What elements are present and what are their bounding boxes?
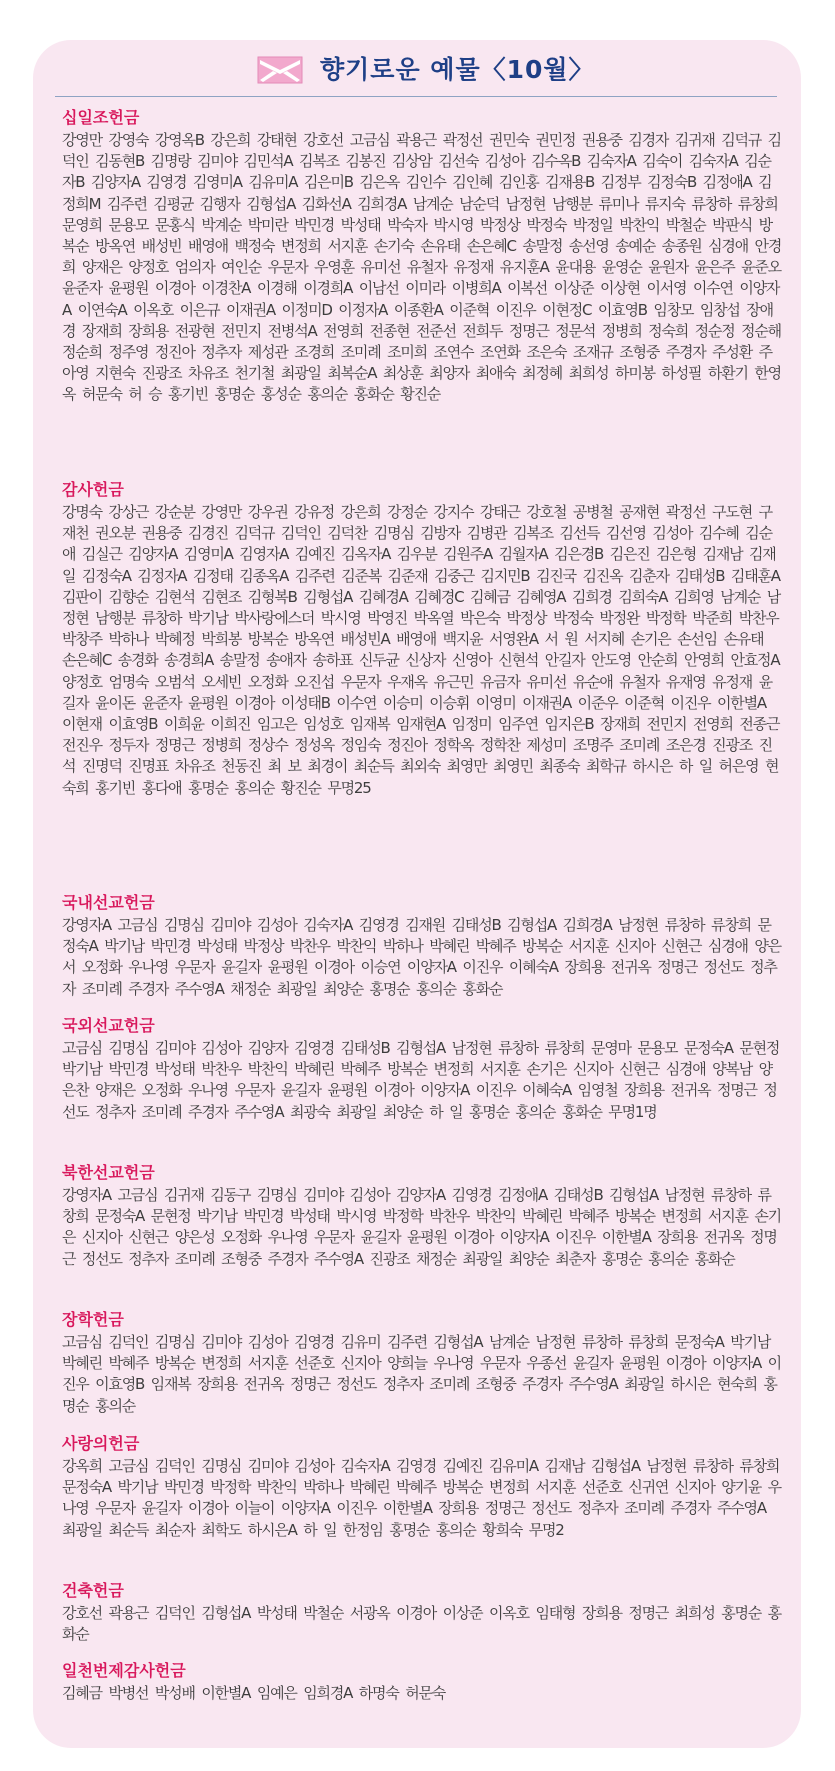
section-love-offering bbox=[62, 1434, 782, 1541]
page-header bbox=[55, 46, 777, 97]
section-thousand-offering bbox=[62, 1661, 782, 1704]
section-title: 장학헌금 bbox=[62, 1310, 124, 1329]
donor-names: 강옥희 고금심 김덕인 김명심 김미야 김성아 김숙자A 김영경 김예진 김유미A 김재남 김형섭A 남정현 류창하 류창희 문정숙A 박기남 박민경 박정학 박찬익 박하나 박혜린 박혜주 방복순 변정희 서지훈 선준호 신귀연 신지아 양기윤 우나영 우문자 윤길자 이경아 이늘이 이양자A 이진우 이한별A 장희용 정명근 정선도 정추자 조미례 주경자 주수영A 최광일 최순득 최순자 최학도 하시은A 하 일 한정임 홍명순 홍의순 황희숙 무명2 bbox=[62, 1457, 781, 1539]
envelope-icon bbox=[257, 56, 303, 84]
section-title: 국외선교헌금 bbox=[62, 1016, 155, 1035]
section-title: 일천번제감사헌금 bbox=[62, 1661, 186, 1680]
section-title: 건축헌금 bbox=[62, 1581, 124, 1600]
section-domestic-mission bbox=[62, 893, 782, 1000]
donor-names: 강영자A 고금심 김귀재 김동구 김명심 김미야 김성아 김양자A 김영경 김정애A 김태성B 김형섭A 남정현 류창하 류창희 문정숙A 문현정 박기남 박민경 박성태 박시영 박정학 박찬우 박찬익 박혜린 박혜주 방복순 변정희 서지훈 손기은 신지아 신현근 양은성 오정화 우나영 우문자 윤길자 윤평원 이경아 이양자A 이진우 이한별A 장희용 전귀옥 정명근 정선도 정추자 조미례 조형중 주경자 주수영A 진광조 채정순 최광일 최양순 최춘자 홍명순 홍의순 홍화순 bbox=[62, 1186, 781, 1268]
section-title: 감사헌금 bbox=[62, 480, 124, 499]
section-north-korea-mission bbox=[62, 1163, 782, 1270]
donor-names: 강명숙 강상근 강순분 강영만 강우권 강유정 강은희 강정순 강지수 강태근 강호철 공병철 공재현 곽정선 구도현 구재천 권오분 권용중 김경진 김덕규 김덕인 김덕찬 김명심 김방자 김병관 김복조 김선득 김선영 김성아 김수혜 김순애 김실근 김양자A 김영미A 김영자A 김예진 김옥자A 김우분 김원주A 김월자A 김은경B 김은진 김은형 김재남 김재일 김정숙A 김정자A 김정태 김종옥A 김주련 김준복 김준재 김중근 김지민B 김진국 김진옥 김춘자 김태성B 김태훈A 김판이 김향순 김현석 김현조 김형복B 김형섭A 김혜경A 김혜경C 김혜금 김혜영A 김희경 김희숙A 김희영 남계순 남정현 남행분 류창하 박기남 박사랑에스더 박시영 박영진 박옥열 박은숙 박정상 박정숙 박정완 박정학 박준희 박찬우 박창주 박하나 박혜정 박희봉 방복순 방옥연 배성빈A 배영애 백지윤 서영완A 서 원 서지혜 손기은 손선임 손유태 손은혜C 송경화 송경희A 송말정 송애자 송하표 신두균 신상자 신영아 신현석 안길자 안도영 안순희 안영희 안효정A 양정호 엄명숙 오범석 오세빈 오정화 오진섭 우문자 우재옥 유근민 유금자 유미선 유순애 유철자 유재영 유정재 윤길자 윤이돈 윤준자 윤평원 이경아 이성태B 이수연 이승미 이승휘 이영미 이재권A 이준우 이준혁 이진우 이한별A 이현재 이효영B 이희윤 이희진 임고은 임성호 임재복 임재현A 임정미 임주연 임지은B 장재희 전민지 전영희 전종근 전진우 정두자 정명근 정병희 정상수 정성옥 정임숙 정진아 정학옥 정학찬 제성미 조명주 조미례 조은경 진광조 진 석 진명덕 진명표 차유조 천동진 최 보 최경이 최순득 최외숙 최영만 최영민 최종숙 최학규 하시은 하 일 허은영 현숙희 홍기빈 홍다애 홍명순 홍의순 황진순 무명25 bbox=[62, 503, 781, 797]
donor-names: 고금심 김명심 김미야 김성아 김양자 김영경 김태성B 김형섭A 남정현 류창하 류창희 문영마 문용모 문정숙A 문현정 박기남 박민경 박성태 박찬우 박찬익 박혜린 박혜주 방복순 변정희 서지훈 손기은 신지아 신현근 심경애 양복남 양은찬 양재은 오정화 우나영 우문자 윤길자 윤평원 이경아 이양자A 이진우 이혜숙A 임영철 장희용 전귀옥 정명근 정선도 정추자 조미례 주경자 주수영A 최광숙 최광일 최양순 하 일 홍명순 홍의순 홍화순 무명1명 bbox=[62, 1039, 780, 1121]
donor-names: 강영자A 고금심 김명심 김미야 김성아 김숙자A 김영경 김재원 김태성B 김형섭A 김희경A 남정현 류창하 류창희 문정숙A 박기남 박민경 박성태 박정상 박찬우 박찬익 박하나 박혜린 박혜주 방복순 서지훈 신지아 신현근 심경애 양은서 오정화 우나영 우문자 윤길자 윤평원 이경아 이승연 이양자A 이진우 이혜숙A 장희용 전귀옥 정명근 정선도 정추자 조미례 주경자 주수영A 채정순 최광일 최양순 홍명순 홍의순 홍화순 bbox=[62, 916, 781, 998]
donor-names: 강호선 곽용근 김덕인 김형섭A 박성태 박철순 서광옥 이경아 이상준 이옥호 임태형 장희용 정명근 최희성 홍명순 홍화순 bbox=[62, 1604, 781, 1644]
section-scholarship bbox=[62, 1310, 782, 1417]
section-building bbox=[62, 1581, 782, 1645]
donor-names: 강영만 강영숙 강영옥B 강은희 강태현 강호선 고금심 곽용근 곽정선 권민숙 권민정 권용중 김경자 김귀재 김덕규 김덕인 김동현B 김명랑 김미야 김민석A 김복조 김봉진 김상암 김선숙 김성아 김수옥B 김숙자A 김숙이 김숙자A 김순자B 김양자A 김영경 김영미A 김유미A 김은미B 김은옥 김인수 김인혜 김인홍 김재용B 김정부 김정숙B 김정애A 김정희M 김주련 김평균 김행자 김형섭A 김화선A 김희경A 남계순 남순덕 남정현 남행분 류미나 류지숙 류창하 류창희 문영희 문용모 문홍식 박계순 박미란 박민경 박성태 박숙자 박시영 박정상 박정숙 박정일 박찬익 박철순 박판식 방복순 방옥연 배성빈 배영애 백정숙 변정희 서지훈 손기숙 손유태 손은혜C 송말정 송선영 송예순 송종원 심경애 안경희 양재은 양정호 엄의자 여인순 우문자 우영훈 유미선 유철자 유정재 유지훈A 윤대용 윤영순 윤원자 윤은주 윤준오 윤준자 윤평원 이경아 이경찬A 이경해 이경희A 이남선 이미라 이병희A 이복선 이상준 이상현 이서영 이수연 이양자A 이연숙A 이옥호 이은규 이재권A 이정미D 이정자A 이종환A 이준혁 이진우 이현정C 이효영B 임창모 임창섭 장애경 장재희 장희용 전광현 전민지 전병석A 전영희 전종현 전준선 전희두 정명근 정문석 정병희 정숙희 정순정 정순해 정순희 정주영 정진아 정추자 제성관 조경희 조미례 조미희 조연수 조연화 조은숙 조재규 조형중 주경자 주성환 주아영 지현숙 진광조 차유조 천기철 최광일 최복순A 최상훈 최양자 최애숙 최정혜 최희성 하미봉 하성필 하환기 한영옥 허문숙 허 승 홍기빈 홍명순 홍성순 홍의순 홍화순 황진순 bbox=[62, 131, 782, 404]
section-title: 북한선교헌금 bbox=[62, 1163, 155, 1182]
donor-names: 고금심 김덕인 김명심 김미야 김성아 김영경 김유미 김주련 김형섭A 남계순 남정현 류창하 류창희 문정숙A 박기남 박혜린 박혜주 방복순 변정희 서지훈 선준호 신지아 양희늘 우나영 우문자 우종선 윤길자 윤평원 이경아 이양자A 이진우 이효영B 임재복 장희용 전귀옥 정명근 정선도 정추자 조미례 조형중 주경자 주수영A 최광일 하시은 현숙희 홍명순 홍의순 bbox=[62, 1333, 781, 1415]
section-tithe bbox=[62, 108, 782, 406]
donor-names: 김혜금 박병선 박성배 이한별A 임예은 임희경A 하명숙 허문숙 bbox=[62, 1684, 446, 1702]
section-title: 십일조헌금 bbox=[62, 108, 140, 127]
page-title: 향기로운 예물〈10월〉 bbox=[320, 55, 595, 84]
section-title: 사랑의헌금 bbox=[62, 1434, 140, 1453]
section-foreign-mission bbox=[62, 1016, 782, 1123]
section-title: 국내선교헌금 bbox=[62, 893, 155, 912]
section-thanksgiving bbox=[62, 480, 782, 799]
